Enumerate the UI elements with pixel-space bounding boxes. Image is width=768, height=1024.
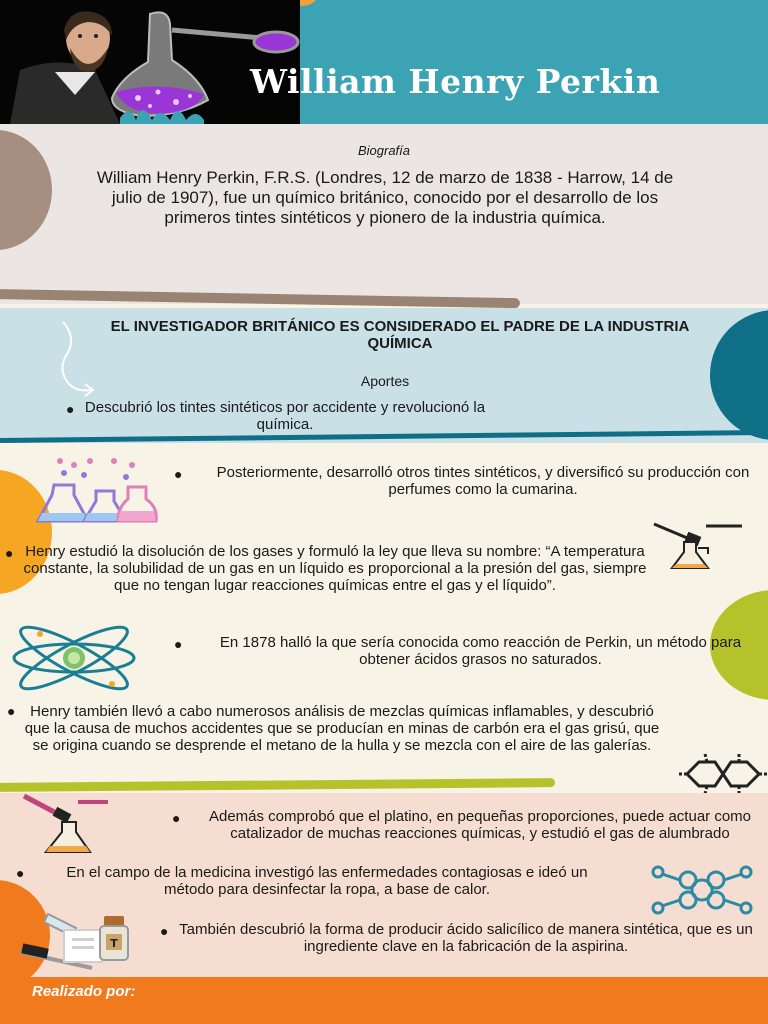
bullet-6: ● [172, 810, 181, 826]
section-heading: EL INVESTIGADOR BRITÁNICO ES CONSIDERADO EL PADRE DE LA INDUSTRIA QUÍMICA [110, 318, 690, 352]
point-7-text: En el campo de la medicina investigó las enfermedades contagiosas e ideó un método para desinfectar la ropa, a base de calor. [66, 864, 588, 898]
bullet-3: ● [5, 545, 14, 561]
point-3-text: Henry estudió la disolución de los gases y formuló la ley que lleva su nombre: “A temperatura constante, la solubilidad de un gas en un líquido es proporcional a la presión del gas, siempre que no tengan lugar reacciones químicas entre el gas y el líquido”. [23, 543, 647, 594]
point-8-text: También descubrió la forma de producir ácido salicílico de manera sintética, que es un ingrediente clave en la fabricación de la aspirina. [179, 921, 753, 955]
aportes-label: Aportes [360, 373, 410, 389]
footer-credit: Realizado por: [32, 983, 136, 1000]
lab-supplies-icon [18, 910, 146, 972]
page-title: William Henry Perkin [250, 62, 661, 101]
aporte-item-1: Descubrió los tintes sintéticos por accidente y revolucionó la química. [84, 399, 486, 433]
chemistry-dropper-icon [20, 792, 112, 854]
molecule-icon [665, 750, 768, 798]
point-2-text: Posteriormente, desarrolló otros tintes sintéticos, y diversificó su producción con perfumes como la cumarina. [216, 464, 750, 498]
svg-text:T: T [110, 937, 118, 950]
bullet-7: ● [16, 865, 25, 881]
point-5-text: Henry también llevó a cabo numerosos análisis de mezclas químicas inflamables, y descubrió que la causa de muchos accidentes que se producían en minas de carbón era el gas grisú, que se origina cuando se desprende el metano de la hulla y se mezcla con el aire de las galerías. [24, 703, 660, 754]
point-4-text: En 1878 halló la que sería conocida como reacción de Perkin, un método para obtener ácidos grasos no saturados. [219, 634, 742, 668]
biography-label: Biografía [357, 143, 411, 158]
bullet-4: ● [174, 636, 183, 652]
lime-divider-line [0, 778, 555, 792]
biography-text: William Henry Perkin, F.R.S. (Londres, 12 de marzo de 1838 - Harrow, 14 de julio de 1907), fue un químico británico, conocido por el desarrollo de los primeros tintes sintéticos y pionero de la industria química. [96, 168, 674, 227]
bullet-5: ● [7, 703, 16, 719]
bullet-2: ● [174, 466, 183, 482]
flasks-icon [34, 455, 160, 527]
network-icon [650, 860, 754, 920]
dropper-flask-icon [652, 518, 746, 570]
bullet-8: ● [160, 923, 169, 939]
point-6-text: Además comprobó que el platino, en pequeñas proporciones, puede actuar como catalizador de muchas reacciones químicas, y estudió el gas de alumbrado [208, 808, 752, 842]
atom-icon [8, 624, 140, 692]
bullet-1: ● [66, 401, 75, 417]
